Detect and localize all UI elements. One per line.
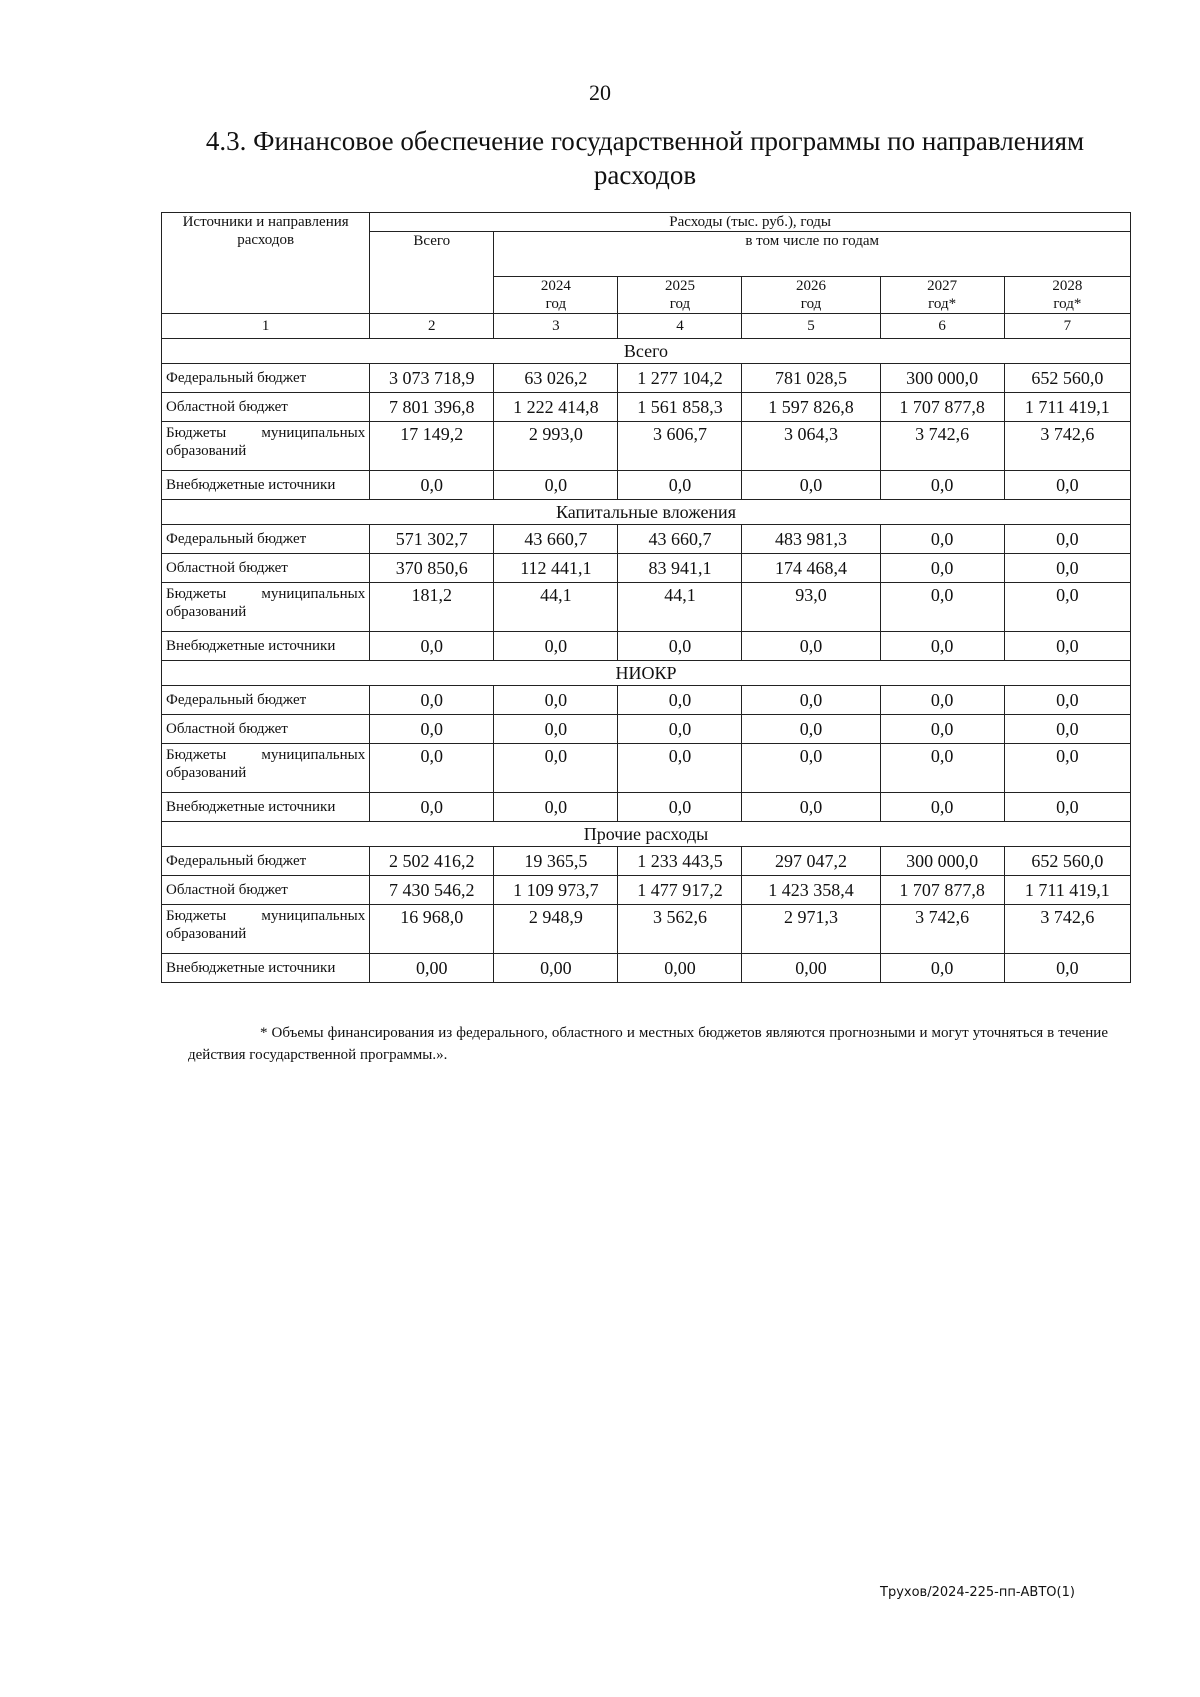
row-label: Бюджеты муниципальных образований [162,744,370,793]
value-cell: 3 064,3 [742,422,880,471]
row-label: Федеральный бюджет [162,847,370,876]
value-cell: 174 468,4 [742,554,880,583]
value-cell: 0,00 [742,954,880,983]
value-cell: 1 561 858,3 [618,393,742,422]
header-expenses: Расходы (тыс. руб.), годы [370,213,1131,232]
value-cell: 1 222 414,8 [494,393,618,422]
section-title: 4.3. Финансовое обеспечение государственной программы по направлениям расходов [205,126,1085,190]
value-cell: 3 562,6 [618,905,742,954]
row-label: Областной бюджет [162,554,370,583]
value-cell: 1 597 826,8 [742,393,880,422]
value-cell: 0,0 [1004,686,1130,715]
value-cell: 0,0 [370,744,494,793]
value-cell: 0,0 [1004,525,1130,554]
table-row [162,686,1131,715]
value-cell: 2 971,3 [742,905,880,954]
value-cell: 19 365,5 [494,847,618,876]
table-header [162,213,1131,339]
section-title-cell: Капитальные вложения [162,500,1131,525]
value-cell: 0,0 [880,554,1004,583]
column-number: 5 [742,314,880,339]
value-cell: 0,0 [618,632,742,661]
row-label: Внебюджетные источники [162,471,370,500]
header-year: 2024 год [494,277,618,314]
footnote: * Объемы финансирования из федерального, областного и местных бюджетов являются прогнозными и могут уточняться в течение действия государственной программы.». [188,1025,1108,1063]
value-cell: 17 149,2 [370,422,494,471]
header-year: 2026 год [742,277,880,314]
value-cell: 0,0 [880,954,1004,983]
value-cell: 0,0 [742,793,880,822]
value-cell: 1 109 973,7 [494,876,618,905]
table-row [162,905,1131,954]
value-cell: 1 711 419,1 [1004,393,1130,422]
value-cell: 0,0 [618,744,742,793]
value-cell: 3 742,6 [1004,905,1130,954]
table-row [162,744,1131,793]
value-cell: 0,0 [618,471,742,500]
row-label: Областной бюджет [162,715,370,744]
row-label: Бюджеты муниципальных образований [162,583,370,632]
value-cell: 0,00 [494,954,618,983]
value-cell: 0,0 [880,793,1004,822]
value-cell: 0,0 [618,793,742,822]
section-title-cell: НИОКР [162,661,1131,686]
value-cell: 0,0 [880,686,1004,715]
value-cell: 63 026,2 [494,364,618,393]
table-row [162,847,1131,876]
table-row [162,364,1131,393]
value-cell: 0,0 [880,471,1004,500]
table-row [162,393,1131,422]
value-cell: 44,1 [494,583,618,632]
table-row [162,583,1131,632]
value-cell: 0,0 [618,715,742,744]
value-cell: 16 968,0 [370,905,494,954]
value-cell: 0,0 [494,686,618,715]
value-cell: 3 073 718,9 [370,364,494,393]
value-cell: 0,0 [494,715,618,744]
value-cell: 0,0 [370,471,494,500]
value-cell: 93,0 [742,583,880,632]
row-label: Областной бюджет [162,393,370,422]
value-cell: 43 660,7 [618,525,742,554]
value-cell: 571 302,7 [370,525,494,554]
value-cell: 0,0 [742,744,880,793]
value-cell: 0,0 [494,793,618,822]
value-cell: 0,0 [880,525,1004,554]
table-row [162,715,1131,744]
value-cell: 3 742,6 [880,422,1004,471]
section-title-cell: Всего [162,339,1131,364]
row-label: Федеральный бюджет [162,364,370,393]
table-row [162,554,1131,583]
header-year: 2027 год* [880,277,1004,314]
value-cell: 0,0 [370,793,494,822]
value-cell: 0,0 [494,744,618,793]
table-row [162,632,1131,661]
value-cell: 0,0 [494,632,618,661]
table-row [162,876,1131,905]
header-sources: Источники и направления расходов [162,213,370,314]
value-cell: 652 560,0 [1004,364,1130,393]
value-cell: 0,0 [880,632,1004,661]
table-row [162,954,1131,983]
value-cell: 3 742,6 [880,905,1004,954]
row-label: Федеральный бюджет [162,525,370,554]
table-row [162,471,1131,500]
value-cell: 3 606,7 [618,422,742,471]
row-label: Бюджеты муниципальных образований [162,422,370,471]
value-cell: 652 560,0 [1004,847,1130,876]
value-cell: 300 000,0 [880,847,1004,876]
value-cell: 1 711 419,1 [1004,876,1130,905]
value-cell: 181,2 [370,583,494,632]
value-cell: 0,0 [880,715,1004,744]
value-cell: 44,1 [618,583,742,632]
column-number: 6 [880,314,1004,339]
section-row [162,500,1131,525]
value-cell: 297 047,2 [742,847,880,876]
value-cell: 0,0 [1004,744,1130,793]
value-cell: 0,0 [742,715,880,744]
header-column-numbers [162,314,1131,339]
section-title-cell: Прочие расходы [162,822,1131,847]
value-cell: 0,0 [742,632,880,661]
value-cell: 43 660,7 [494,525,618,554]
row-label: Бюджеты муниципальных образований [162,905,370,954]
column-number: 4 [618,314,742,339]
section-row [162,661,1131,686]
value-cell: 0,0 [742,471,880,500]
value-cell: 2 993,0 [494,422,618,471]
value-cell: 0,0 [370,715,494,744]
value-cell: 3 742,6 [1004,422,1130,471]
table-body [162,339,1131,983]
header-year: 2028 год* [1004,277,1130,314]
column-number: 3 [494,314,618,339]
value-cell: 1 233 443,5 [618,847,742,876]
value-cell: 1 277 104,2 [618,364,742,393]
section-row [162,339,1131,364]
value-cell: 0,00 [618,954,742,983]
value-cell: 0,0 [1004,632,1130,661]
page-number: 20 [589,80,611,105]
value-cell: 0,0 [1004,954,1130,983]
value-cell: 0,0 [1004,793,1130,822]
value-cell: 483 981,3 [742,525,880,554]
table-row [162,525,1131,554]
value-cell: 0,0 [1004,471,1130,500]
value-cell: 7 430 546,2 [370,876,494,905]
value-cell: 0,00 [370,954,494,983]
value-cell: 0,0 [880,744,1004,793]
row-label: Областной бюджет [162,876,370,905]
row-label: Внебюджетные источники [162,632,370,661]
header-year: 2025 год [618,277,742,314]
value-cell: 2 502 416,2 [370,847,494,876]
financing-table [161,212,1131,983]
column-number: 2 [370,314,494,339]
column-number: 7 [1004,314,1130,339]
table-row [162,793,1131,822]
header-total: Всего [370,232,494,314]
value-cell: 300 000,0 [880,364,1004,393]
section-row [162,822,1131,847]
value-cell: 0,0 [880,583,1004,632]
row-label: Федеральный бюджет [162,686,370,715]
header-by-years: в том числе по годам [494,232,1131,277]
value-cell: 83 941,1 [618,554,742,583]
value-cell: 0,0 [1004,554,1130,583]
column-number: 1 [162,314,370,339]
value-cell: 0,0 [618,686,742,715]
table-row [162,422,1131,471]
document-code: Трухов/2024-225-пп-АВТО(1) [880,1585,1075,1600]
value-cell: 1 707 877,8 [880,393,1004,422]
value-cell: 0,0 [742,686,880,715]
value-cell: 7 801 396,8 [370,393,494,422]
value-cell: 1 423 358,4 [742,876,880,905]
row-label: Внебюджетные источники [162,793,370,822]
value-cell: 0,0 [370,686,494,715]
value-cell: 0,0 [370,632,494,661]
value-cell: 0,0 [1004,583,1130,632]
value-cell: 2 948,9 [494,905,618,954]
value-cell: 1 707 877,8 [880,876,1004,905]
row-label: Внебюджетные источники [162,954,370,983]
value-cell: 0,0 [1004,715,1130,744]
value-cell: 112 441,1 [494,554,618,583]
value-cell: 1 477 917,2 [618,876,742,905]
value-cell: 370 850,6 [370,554,494,583]
value-cell: 0,0 [494,471,618,500]
value-cell: 781 028,5 [742,364,880,393]
